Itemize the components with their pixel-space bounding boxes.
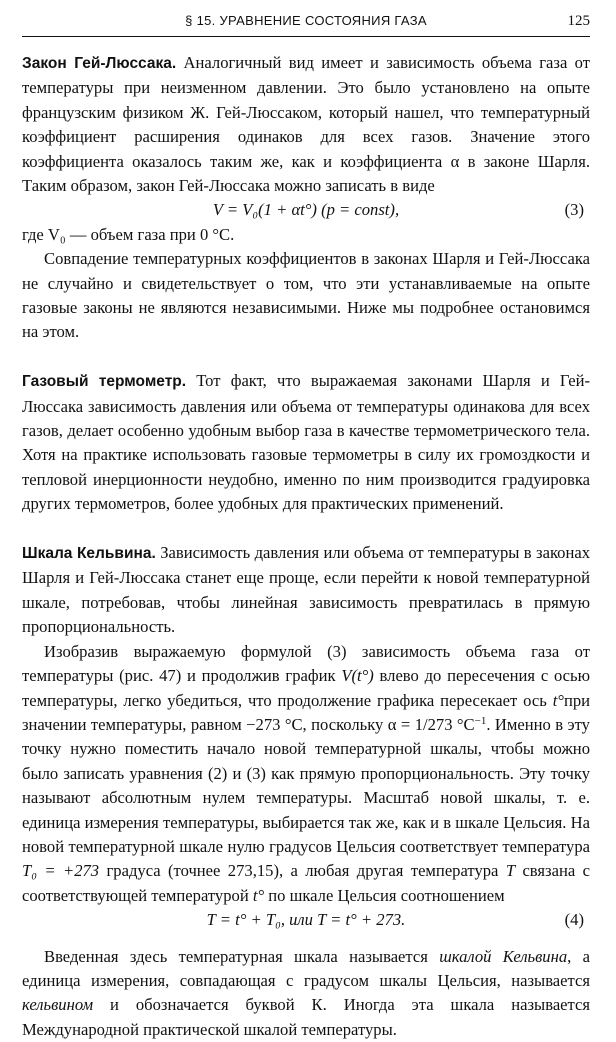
- kelvin-scale-heading: Шкала Кельвина.: [22, 545, 156, 563]
- kelvin-unit-paragraph: [22, 945, 590, 1042]
- section-title: § 15. УРАВНЕНИЕ СОСТОЯНИЯ ГАЗА: [185, 13, 427, 28]
- equation-4-number: (4): [564, 910, 584, 930]
- absolute-zero-paragraph: [22, 640, 590, 908]
- formula-gap: [22, 933, 590, 945]
- section-gap: [22, 345, 590, 369]
- volume-definition: где V₀ — объем газа при 0 °C.: [22, 224, 235, 244]
- page-number: 125: [567, 13, 590, 29]
- text-run: Введенная здесь температурная шкала называется: [44, 946, 440, 966]
- kelvin-term: кельвином: [22, 995, 94, 1015]
- page-body: [22, 51, 590, 1042]
- text-run: связана с соответствующей температурой: [22, 861, 590, 905]
- kelvin-scale-term: шкалой Кельвина: [439, 946, 568, 966]
- gas-thermometer-heading: Газовый термометр.: [22, 373, 187, 391]
- equation-4-expression: T = t° + T₀, или T = t° + 273.: [206, 910, 406, 930]
- text-run: по шкале Цельсия соотношением: [264, 885, 505, 905]
- text-run: влево до пересечения с осью температуры, легко убедиться, что продолжение графика пересекает ось: [22, 666, 590, 710]
- gas-thermometer-paragraph: [22, 369, 590, 516]
- equation-4: [22, 908, 590, 932]
- text-run: градуса (точнее 273,15), а любая другая температура: [99, 861, 506, 881]
- axis-label: t°: [552, 690, 564, 710]
- celsius-symbol: t°: [252, 885, 265, 905]
- kelvin-scale-text: Зависимость давления или объема от температуры в законах Шарля и Гей-Люссака станет еще проще, если перейти к новой температурной шкале, потребовав, чтобы линейная зависимость превратилась в прямую пропорциональность.: [22, 543, 591, 637]
- section-gap: [22, 517, 590, 541]
- header-rule: [22, 36, 590, 37]
- text-run: при значении температуры, равном −273 °C, поскольку α = 1/273 °C: [22, 690, 590, 734]
- gay-lussac-heading: Закон Гей-Люссака.: [22, 55, 177, 72]
- coincidence-paragraph: Совпадение температурных коэффициентов в законах Шарля и Гей-Люссака не случайно и свидетельствует о том, что эти устанавливаемые на опыте газовые законы не являются независимыми. Ниже мы подробнее остановимся на этом.: [22, 249, 590, 342]
- temperature-symbol: T: [505, 861, 516, 881]
- gas-thermometer-text: Тот факт, что выражаемая законами Шарля и Гей-Люссака зависимость давления или объема от температуры одинакова для всех газов, делает особенно удобным выбор газа в качестве термометрического тела. Хотя на практике использовать газовые термометры в силу их громоздкости и тепловой инерционности неудобно, именно по ним производится градуировка других термометров, более удобных для практических применений.: [22, 371, 590, 514]
- kelvin-scale-paragraph: [22, 541, 590, 640]
- t0-value: T₀ = +273: [22, 861, 100, 881]
- graph-label: V(t°): [341, 666, 374, 686]
- gay-lussac-paragraph: [22, 51, 590, 198]
- exponent: −1: [474, 714, 487, 727]
- equation-3-number: (3): [564, 200, 584, 220]
- running-header: [22, 13, 590, 37]
- text-run: . Именно в эту точку нужно поместить начало новой температурной шкалы, чтобы можно было записать уравнения (2) и (3) как прямую пропорциональность. Эту точку называют абсолютным нулем температуры. Масштаб новой шкалы, т. е. единица измерения температуры, выбирается так же, как и в шкале Цельсия. На новой температурной шкале нулю градусов Цельсия соответствует температура: [22, 714, 590, 856]
- gay-lussac-text: Аналогичный вид имеет и зависимость объема газа от температуры при неизменном давлении. Это было установлено на опыте французским физиком Ж. Гей-Люссаком, который нашел, что температурный коэффициент расширения одинаков для всех газов. Значение этого коэффициента оказалось таким же, как и коэффициента α в законе Шарля. Таким образом, закон Гей-Люссака можно записать в виде: [22, 53, 590, 196]
- text-run: Изобразив выражаемую формулой (3) зависимость объема газа от температуры (рис. 47) и продолжив график: [22, 641, 590, 686]
- equation-3-expression: V = V₀(1 + αt°) (p = const),: [212, 200, 400, 220]
- text-run: и обозначается буквой К. Иногда эта шкала называется Международной практической шкалой температуры.: [22, 995, 590, 1039]
- text-run: , а единица измерения, совпадающая с градусом шкалы Цельсия, называется: [22, 946, 590, 990]
- equation-3: [22, 198, 590, 222]
